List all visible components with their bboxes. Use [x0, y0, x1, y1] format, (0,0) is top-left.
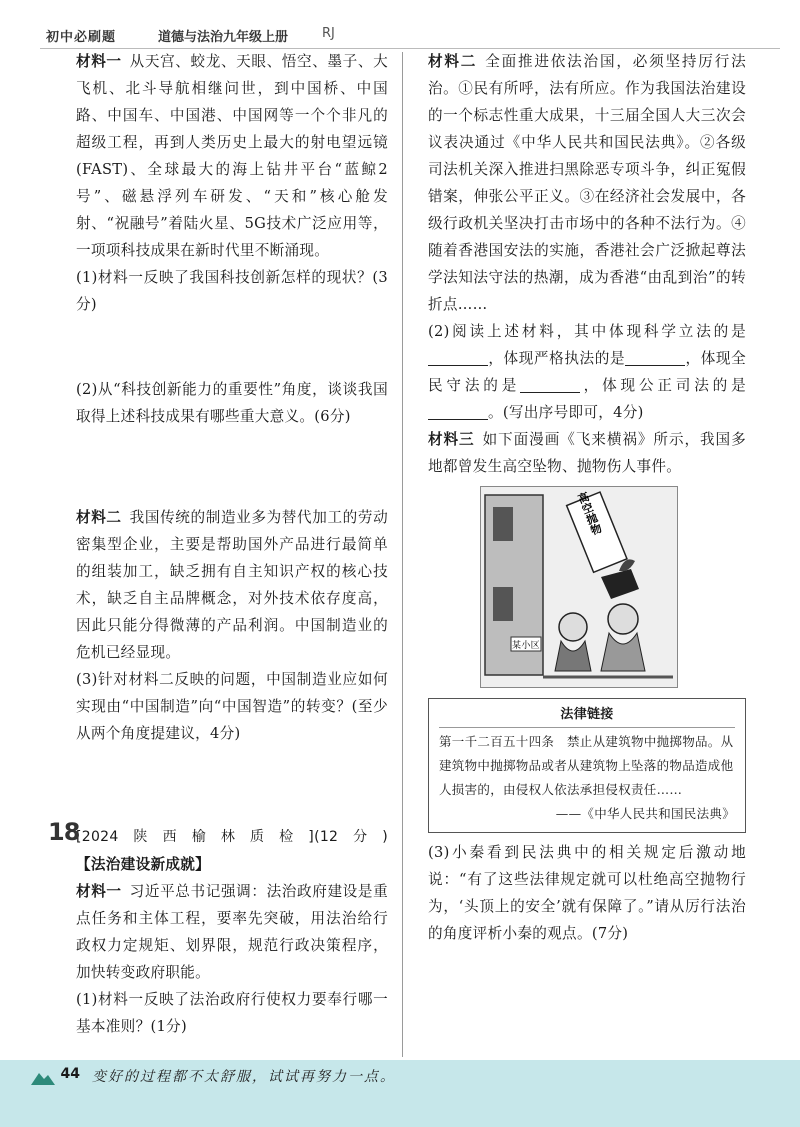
material-2: [76, 504, 388, 666]
q18-material-3: [428, 426, 746, 480]
law-link-box: [428, 698, 746, 833]
question-3: (3)针对材料二反映的问题，中国制造业应如何实现由“中国制造”向“中国智造”的转变？(至少从两个角度提建议，4分): [76, 671, 388, 742]
law-article-text: 第一千二百五十四条 禁止从建筑物中抛掷物品。从建筑物中抛掷物品或者从建筑物上坠落的物品造成他人损害的，由侵权人依法承担侵权责任……: [439, 734, 734, 797]
q18-question-1: (1)材料一反映了法治政府行使权力要奉行哪一基本准则？(1分): [76, 991, 388, 1035]
q18-material-1: [76, 878, 388, 986]
cartoon-falling-object: [480, 486, 678, 688]
answer-blank[interactable]: [428, 347, 488, 366]
banner-text: 高空抛物: [574, 490, 604, 538]
law-source: ——《中华人民共和国民法典》: [555, 806, 735, 821]
answer-space: [76, 747, 388, 815]
material-label: 材料三: [428, 431, 475, 448]
material-1: [76, 48, 388, 264]
material-label: 材料二: [76, 509, 122, 526]
material-text: 习近平总书记强调：法治政府建设是重点任务和主体工程，要率先突破，用法治给行政权力定规矩、划界限，规范行政决策程序，加快转变政府职能。: [76, 883, 388, 981]
question-topic-tag: 【法治建设新成就】: [76, 856, 211, 873]
book-subject: 道德与法治九年级上册: [158, 30, 289, 45]
law-link-title: 法律链接: [439, 703, 735, 728]
question-source: [2024陕西榆林质检](12分): [76, 829, 388, 845]
q18-question-2: (2)阅读上述材料，其中体现科学立法的是，体现严格执法的是 ，体现全民守法的是 ，体现公正司法的是。(写出序号即可，4分): [428, 323, 746, 421]
material-text: 从天宫、蛟龙、天眼、悟空、墨子、大飞机、北斗导航相继问世，到中国桥、中国路、中国车、中国港、中国网等一个个非凡的超级工程，再到人类历史上最大的射电望远镜(FAST)、全球最大的海上钻井平台“蓝鲸2号”、磁悬浮列车研发、“天和”核心舱发射、“祝融号”着陆火星、5G技术广泛应用等，一项项科技成果在新时代里不断涌现。: [76, 53, 388, 259]
q18-question-3: (3)小秦看到民法典中的相关规定后激动地说：“有了这些法律规定就可以杜绝高空抛物行为，‘头顶上的安全’就有保障了。”请从厉行法治的角度评析小秦的观点。(7分): [428, 844, 746, 942]
page-number: 44: [60, 1066, 80, 1082]
book-brand: 初中必刷题: [46, 30, 117, 45]
left-column: [48, 48, 388, 1040]
answer-blank[interactable]: [625, 347, 685, 366]
right-column: [428, 48, 746, 947]
book-edition: RJ: [322, 26, 335, 41]
answer-space: [76, 430, 388, 504]
question-2: (2)从“科技创新能力的重要性”角度，谈谈我国取得上述科技成果有哪些重大意义。(6分): [76, 381, 388, 425]
q18-material-2: [428, 48, 746, 318]
question-18-heading: [76, 823, 388, 878]
answer-blank[interactable]: [520, 374, 580, 393]
answer-space: [76, 318, 388, 376]
material-label: 材料一: [76, 883, 122, 900]
column-divider: [402, 52, 403, 1057]
material-label: 材料一: [76, 53, 122, 70]
material-text: 我国传统的制造业多为替代加工的劳动密集型企业，主要是帮助国外产品进行最简单的组装加工，缺乏拥有自主知识产权的核心技术，缺乏自主品牌概念，对外技术依存度高，因此只能分得微薄的产品利润。中国制造业的危机已经显现。: [76, 509, 388, 661]
material-text: 全面推进依法治国，必须坚持厉行法治。①民有所呼，法有所应。作为我国法治建设的一个标志性重大成果，十三届全国人大三次会议表决通过《中华人民共和国民法典》。②各级司法机关深入推进扫黑除恶专项斗争，纠正冤假错案，伸张公平正义。③在经济社会发展中，各级行政机关坚决打击市场中的各种不法行为。④随着香港国安法的实施，香港社会广泛掀起尊法学法知法守法的热潮，成为香港“由乱到治”的转折点……: [428, 53, 746, 313]
page-footer: [0, 1060, 800, 1127]
material-label: 材料二: [428, 53, 478, 70]
material-text: 如下面漫画《飞来横祸》所示，我国多地都曾发生高空坠物、抛物伤人事件。: [428, 431, 746, 475]
question-number: 18: [48, 818, 80, 846]
question-18: [48, 818, 388, 1040]
answer-blank[interactable]: [428, 401, 488, 420]
footer-motto: 变好的过程都不太舒服，试试再努力一点。: [92, 1069, 396, 1085]
question-1: (1)材料一反映了我国科技创新怎样的现状？(3分): [76, 269, 388, 313]
building-sign: 某小区: [512, 641, 540, 651]
